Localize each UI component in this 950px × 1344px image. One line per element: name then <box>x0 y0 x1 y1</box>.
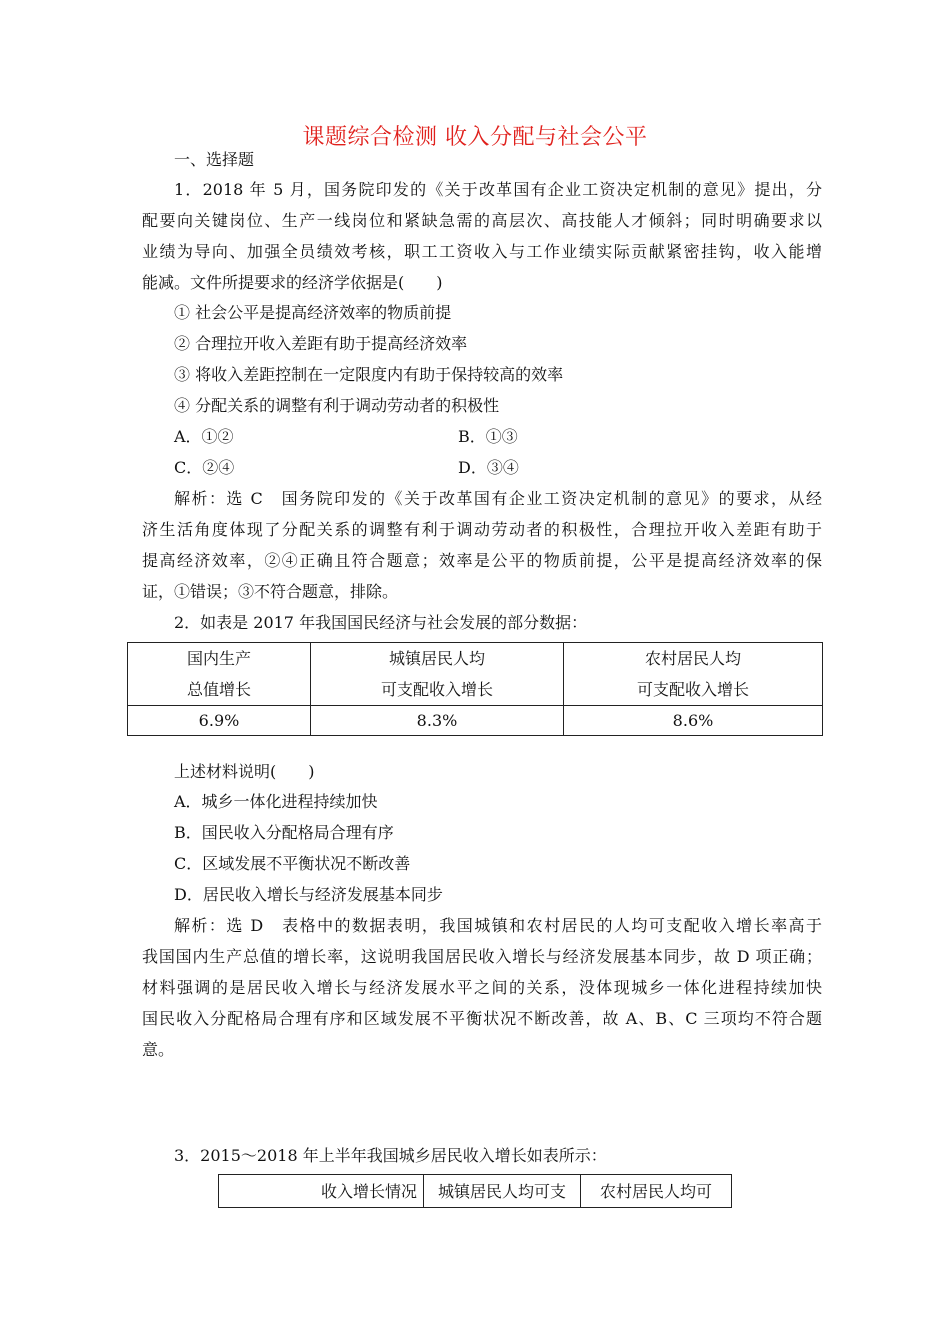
q1-option-b: B．①③ <box>458 427 518 446</box>
q1-item: ① 社会公平是提高经济效率的物质前提 <box>174 303 452 322</box>
q1-stem-line: 配要向关键岗位、生产一线岗位和紧缺急需的高层次、高技能人才倾斜；同时明确要求以 <box>142 211 822 230</box>
page-title: 课题综合检测 收入分配与社会公平 <box>302 125 648 150</box>
header-line: 可支配收入增长 <box>380 680 493 699</box>
q2-option-b: B．国民收入分配格局合理有序 <box>174 823 394 842</box>
q2-option-a: A．城乡一体化进程持续加快 <box>174 792 378 811</box>
q3-data-table <box>218 1174 732 1208</box>
q1-item: ② 合理拉开收入差距有助于提高经济效率 <box>174 334 468 353</box>
table-header-cell <box>128 643 311 706</box>
q2-data-table <box>127 642 823 736</box>
q2-option-d: D．居民收入增长与经济发展基本同步 <box>174 885 443 904</box>
q1-option-c: C．②④ <box>174 458 235 477</box>
header-line: 农村居民人均 <box>644 649 741 668</box>
q2-stem: 2．如表是 2017 年我国国民经济与社会发展的部分数据： <box>174 613 588 632</box>
q1-analysis-line: 济生活角度体现了分配关系的调整有利于调动劳动者的积极性，合理拉开收入差距有助于 <box>142 520 822 539</box>
table-header-cell: 农村居民人均可 <box>581 1175 732 1208</box>
q2-question: 上述材料说明( ) <box>174 762 315 781</box>
q1-analysis-line: 证，①错误；③不符合题意，排除。 <box>142 582 399 601</box>
table-value-cell: 8.3% <box>311 706 564 736</box>
q1-stem-line: 业绩为导向、加强全员绩效考核，职工工资收入与工作业绩实际贡献紧密挂钩，收入能增 <box>142 242 822 261</box>
q1-stem-line: 能减。文件所提要求的经济学依据是( ) <box>142 273 443 292</box>
table-header-cell: 收入增长情况 <box>219 1175 424 1208</box>
q1-option-a: A．①② <box>174 427 234 446</box>
header-line: 城镇居民人均 <box>388 649 485 668</box>
q2-analysis-line: 材料强调的是居民收入增长与经济发展水平之间的关系，没体现城乡一体化进程持续加快 <box>142 978 822 997</box>
q2-analysis-line: 意。 <box>142 1040 175 1059</box>
q2-analysis-line: 解析：选 D 表格中的数据表明，我国城镇和农村居民的人均可支配收入增长率高于 <box>174 916 822 935</box>
header-line: 总值增长 <box>186 680 251 699</box>
table-value-cell: 8.6% <box>564 706 823 736</box>
q1-analysis-line: 解析：选 C 国务院印发的《关于改革国有企业工资决定机制的意见》的要求，从经 <box>174 489 822 508</box>
q2-analysis-line: 我国国内生产总值的增长率，这说明我国居民收入增长与经济发展基本同步，故 D 项正确； <box>142 947 822 966</box>
q1-analysis-line: 提高经济效率，②④正确且符合题意；效率是公平的物质前提，公平是提高经济效率的保 <box>142 551 822 570</box>
q1-item: ③ 将收入差距控制在一定限度内有助于保持较高的效率 <box>174 365 564 384</box>
header-line: 国内生产 <box>186 649 251 668</box>
section-heading: 一、选择题 <box>174 150 255 169</box>
q2-option-c: C．区域发展不平衡状况不断改善 <box>174 854 411 873</box>
q2-analysis-line: 国民收入分配格局合理有序和区域发展不平衡状况不断改善，故 A、B、C 三项均不符合题 <box>142 1009 822 1028</box>
q1-item: ④ 分配关系的调整有利于调动劳动者的积极性 <box>174 396 500 415</box>
table-value-cell: 6.9% <box>128 706 311 736</box>
table-header-cell <box>564 643 823 706</box>
table-header-cell: 城镇居民人均可支 <box>424 1175 581 1208</box>
q1-option-d: D．③④ <box>458 458 519 477</box>
header-line: 可支配收入增长 <box>636 680 749 699</box>
q3-stem: 3．2015～2018 年上半年我国城乡居民收入增长如表所示： <box>174 1146 607 1165</box>
table-header-cell <box>311 643 564 706</box>
q1-stem-line: 1．2018 年 5 月，国务院印发的《关于改革国有企业工资决定机制的意见》提出，分 <box>174 180 822 199</box>
